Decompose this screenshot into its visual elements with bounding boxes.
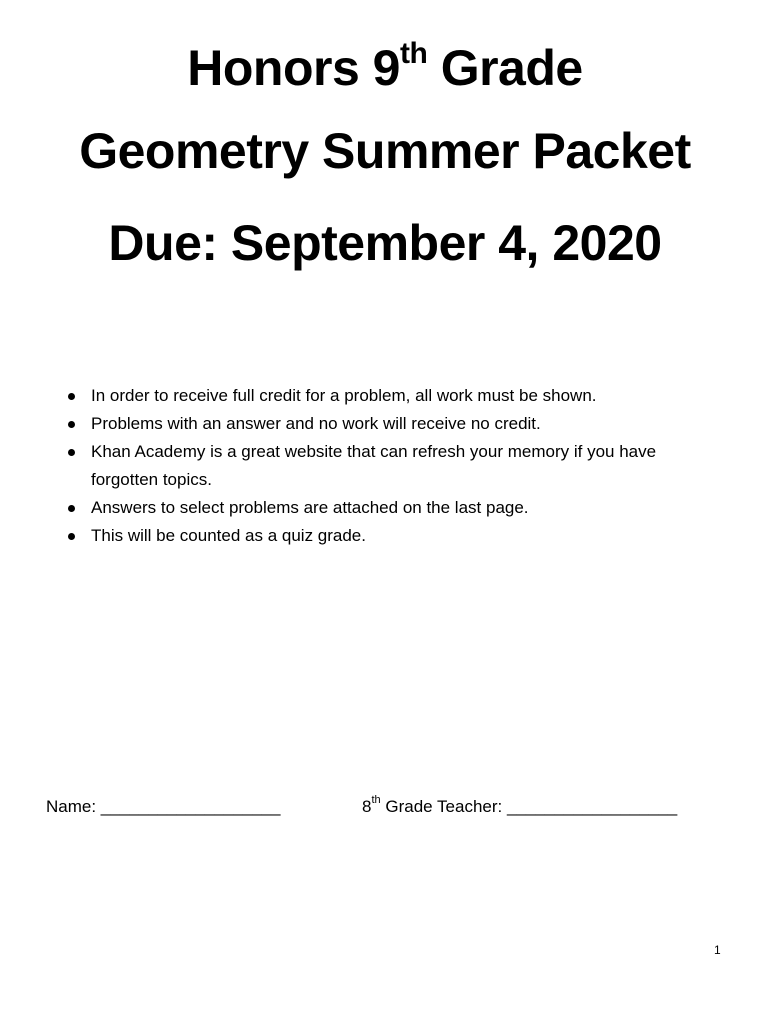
instruction-item	[64, 382, 724, 410]
instruction-item	[64, 522, 724, 550]
name-blank: ___________________	[100, 797, 281, 816]
teacher-blank: __________________	[506, 797, 678, 816]
bullet-icon	[68, 449, 75, 456]
teacher-grade-number: 8	[362, 797, 372, 816]
instructions-list	[64, 382, 724, 550]
page-number: 1	[714, 943, 721, 957]
teacher-field	[362, 794, 677, 820]
teacher-grade-suffix: th	[371, 794, 381, 807]
instruction-text: Problems with an answer and no work will receive no credit.	[91, 414, 541, 433]
title-line-1	[0, 38, 770, 98]
name-label: Name:	[46, 797, 101, 816]
instruction-item	[64, 494, 724, 522]
teacher-label: Grade Teacher:	[380, 797, 507, 816]
title-line-2: Geometry Summer Packet	[79, 123, 691, 179]
title-grade-suffix: th	[399, 37, 428, 71]
bullet-icon	[68, 421, 75, 428]
bullet-icon	[68, 533, 75, 540]
title-grade-word: Grade	[427, 40, 583, 96]
instruction-text: Answers to select problems are attached on the last page.	[91, 498, 529, 517]
instruction-item	[64, 438, 724, 494]
instruction-text: Khan Academy is a great website that can refresh your memory if you have forgotten topics.	[91, 442, 657, 489]
instruction-item	[64, 410, 724, 438]
bullet-icon	[68, 505, 75, 512]
instruction-text: In order to receive full credit for a problem, all work must be shown.	[91, 386, 597, 405]
bullet-icon	[68, 393, 75, 400]
instruction-text: This will be counted as a quiz grade.	[91, 526, 366, 545]
due-date-heading: Due: September 4, 2020	[108, 215, 662, 271]
name-field	[46, 794, 280, 820]
title-grade-prefix: Honors 9	[187, 40, 400, 96]
